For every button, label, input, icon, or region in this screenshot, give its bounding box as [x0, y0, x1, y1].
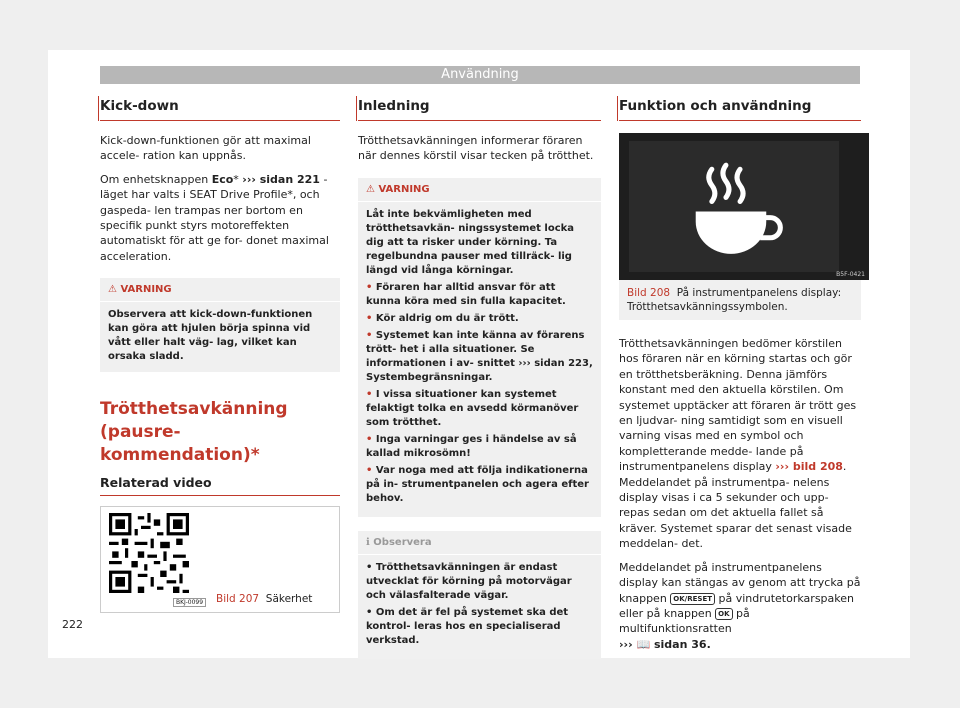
- figure-caption: Bild 207 Säkerhet: [216, 593, 313, 606]
- paragraph: Kick-down-funktionen gör att maximal accele- ration kan uppnås.: [100, 134, 311, 163]
- column-2: [358, 96, 601, 669]
- figure-caption: Bild 208 På instrumentpanelens display: Trötthetsavkänningssymbolen.: [619, 280, 861, 320]
- figure-image: [619, 133, 869, 280]
- coffee-cup-icon: [629, 141, 839, 272]
- ok-reset-button-icon: OK/RESET: [670, 593, 715, 605]
- warning-header: ⚠ VARNING: [358, 178, 601, 202]
- note-header: ℹ Observera: [358, 531, 601, 555]
- figure-link[interactable]: ››› bild 208: [775, 460, 843, 474]
- warning-body: [358, 202, 601, 517]
- page-number: 222: [62, 618, 83, 631]
- warning-intro: Låt inte bekvämligheten med trötthetsavkän- ningssystemet locka dig att ta risker under körning. Ta regelbundna pauser med tillräck- lig längd vid långa körningar.: [366, 208, 575, 276]
- warning-icon: ⚠: [108, 284, 117, 296]
- paragraph: Trötthetsavkänningen bedömer körstilen hos föraren när en körning startas och gör en trötthetsberäkning. Denna jämförs konstant med den aktuella körstilen. Om systemet upptäcker att föraren är trött ges en ljudvar- ning samtidigt som en visuell varning visas med en symbol och kompletterande medde- lande på instrumentpanelens display ››› bild 208. Meddelandet på instrumentpa- nelens display visas i ca 5 sekunder och upp- repas sedan om det aktuella fallet så kräver. Systemet sparar det senast visade meddelan- det.: [619, 337, 857, 551]
- section-heading: Kick-down: [100, 96, 340, 121]
- figure-id: BKJ-0099: [173, 598, 206, 607]
- figure-box: [100, 506, 340, 613]
- paragraph: Om enhetsknappen Eco* ››› sidan 221 -läget har valts i SEAT Drive Profile*, och gaspeda- len trampas ner bortom en specifik punkt styrs motoreffekten automatiskt för att ge for- donet maximal acceleration.: [100, 172, 329, 263]
- warning-box: [358, 178, 601, 517]
- list-item: • Inga varningar ges i händelse av så kallad mikrosömn!: [366, 433, 577, 459]
- warning-text: Observera att kick-down-funktionen kan göra att hjulen börja spinna vid vått eller halt väg- lag, vilket kan orsaka sladd.: [108, 309, 313, 363]
- page-header: Användning: [100, 66, 860, 84]
- warning-box: [100, 278, 340, 372]
- list-item: • I vissa situationer kan systemet felaktigt tolka en avsedd körmanöver som trötthet.: [366, 388, 579, 428]
- list-item: • Kör aldrig om du är trött.: [366, 312, 519, 324]
- list-item: • Om det är fel på systemet ska det kontrol- leras hos en specialiserad verkstad.: [366, 606, 569, 646]
- column-1: [100, 96, 340, 613]
- warning-icon: ⚠: [366, 183, 375, 195]
- info-icon: ℹ: [366, 536, 370, 548]
- paragraph: Trötthetsavkänningen informerar föraren när dennes körstil visar tecken på trötthet.: [358, 134, 594, 163]
- section-heading: Funktion och användning: [619, 96, 861, 121]
- qr-code-icon[interactable]: [109, 513, 189, 593]
- list-item: • Föraren har alltid ansvar för att kunna köra med sin fulla kapacitet.: [366, 281, 566, 307]
- list-item: • Trötthetsavkänningen är endast utvecklat för körning på motorvägar och välasfalterade vägar.: [366, 561, 572, 601]
- section-heading: Inledning: [358, 96, 601, 121]
- list-item: • Var noga med att följa indikationerna på in- strumentpanelen och agera efter behov.: [366, 464, 589, 504]
- paragraph: Meddelandet på instrumentpanelens display kan stängas av genom att trycka på knappen OK/RESET på vindrutetorkarspaken eller på knappen OK på multifunktionsratten ››› 📖 sidan 36.: [619, 560, 861, 651]
- chapter-title: Trötthetsavkänning (pausre- kommendation)*: [100, 399, 288, 466]
- book-icon: 📖: [636, 637, 651, 651]
- list-item: • Systemet kan inte känna av förarens trött- het i alla situationer. Se informationen i av- snittet ››› sidan 223, Systembegränsningar.: [366, 329, 593, 383]
- note-box: [358, 531, 601, 659]
- column-3: [619, 96, 865, 660]
- ok-button-icon: OK: [715, 608, 732, 620]
- page-link[interactable]: ››› 📖 sidan 36.: [619, 637, 711, 651]
- page-link[interactable]: ››› sidan 221: [242, 172, 320, 186]
- note-body: [358, 555, 601, 659]
- warning-header: ⚠ VARNING: [100, 278, 340, 302]
- sub-heading: Relaterad video: [100, 475, 340, 496]
- figure-id: B5F-0421: [836, 271, 865, 278]
